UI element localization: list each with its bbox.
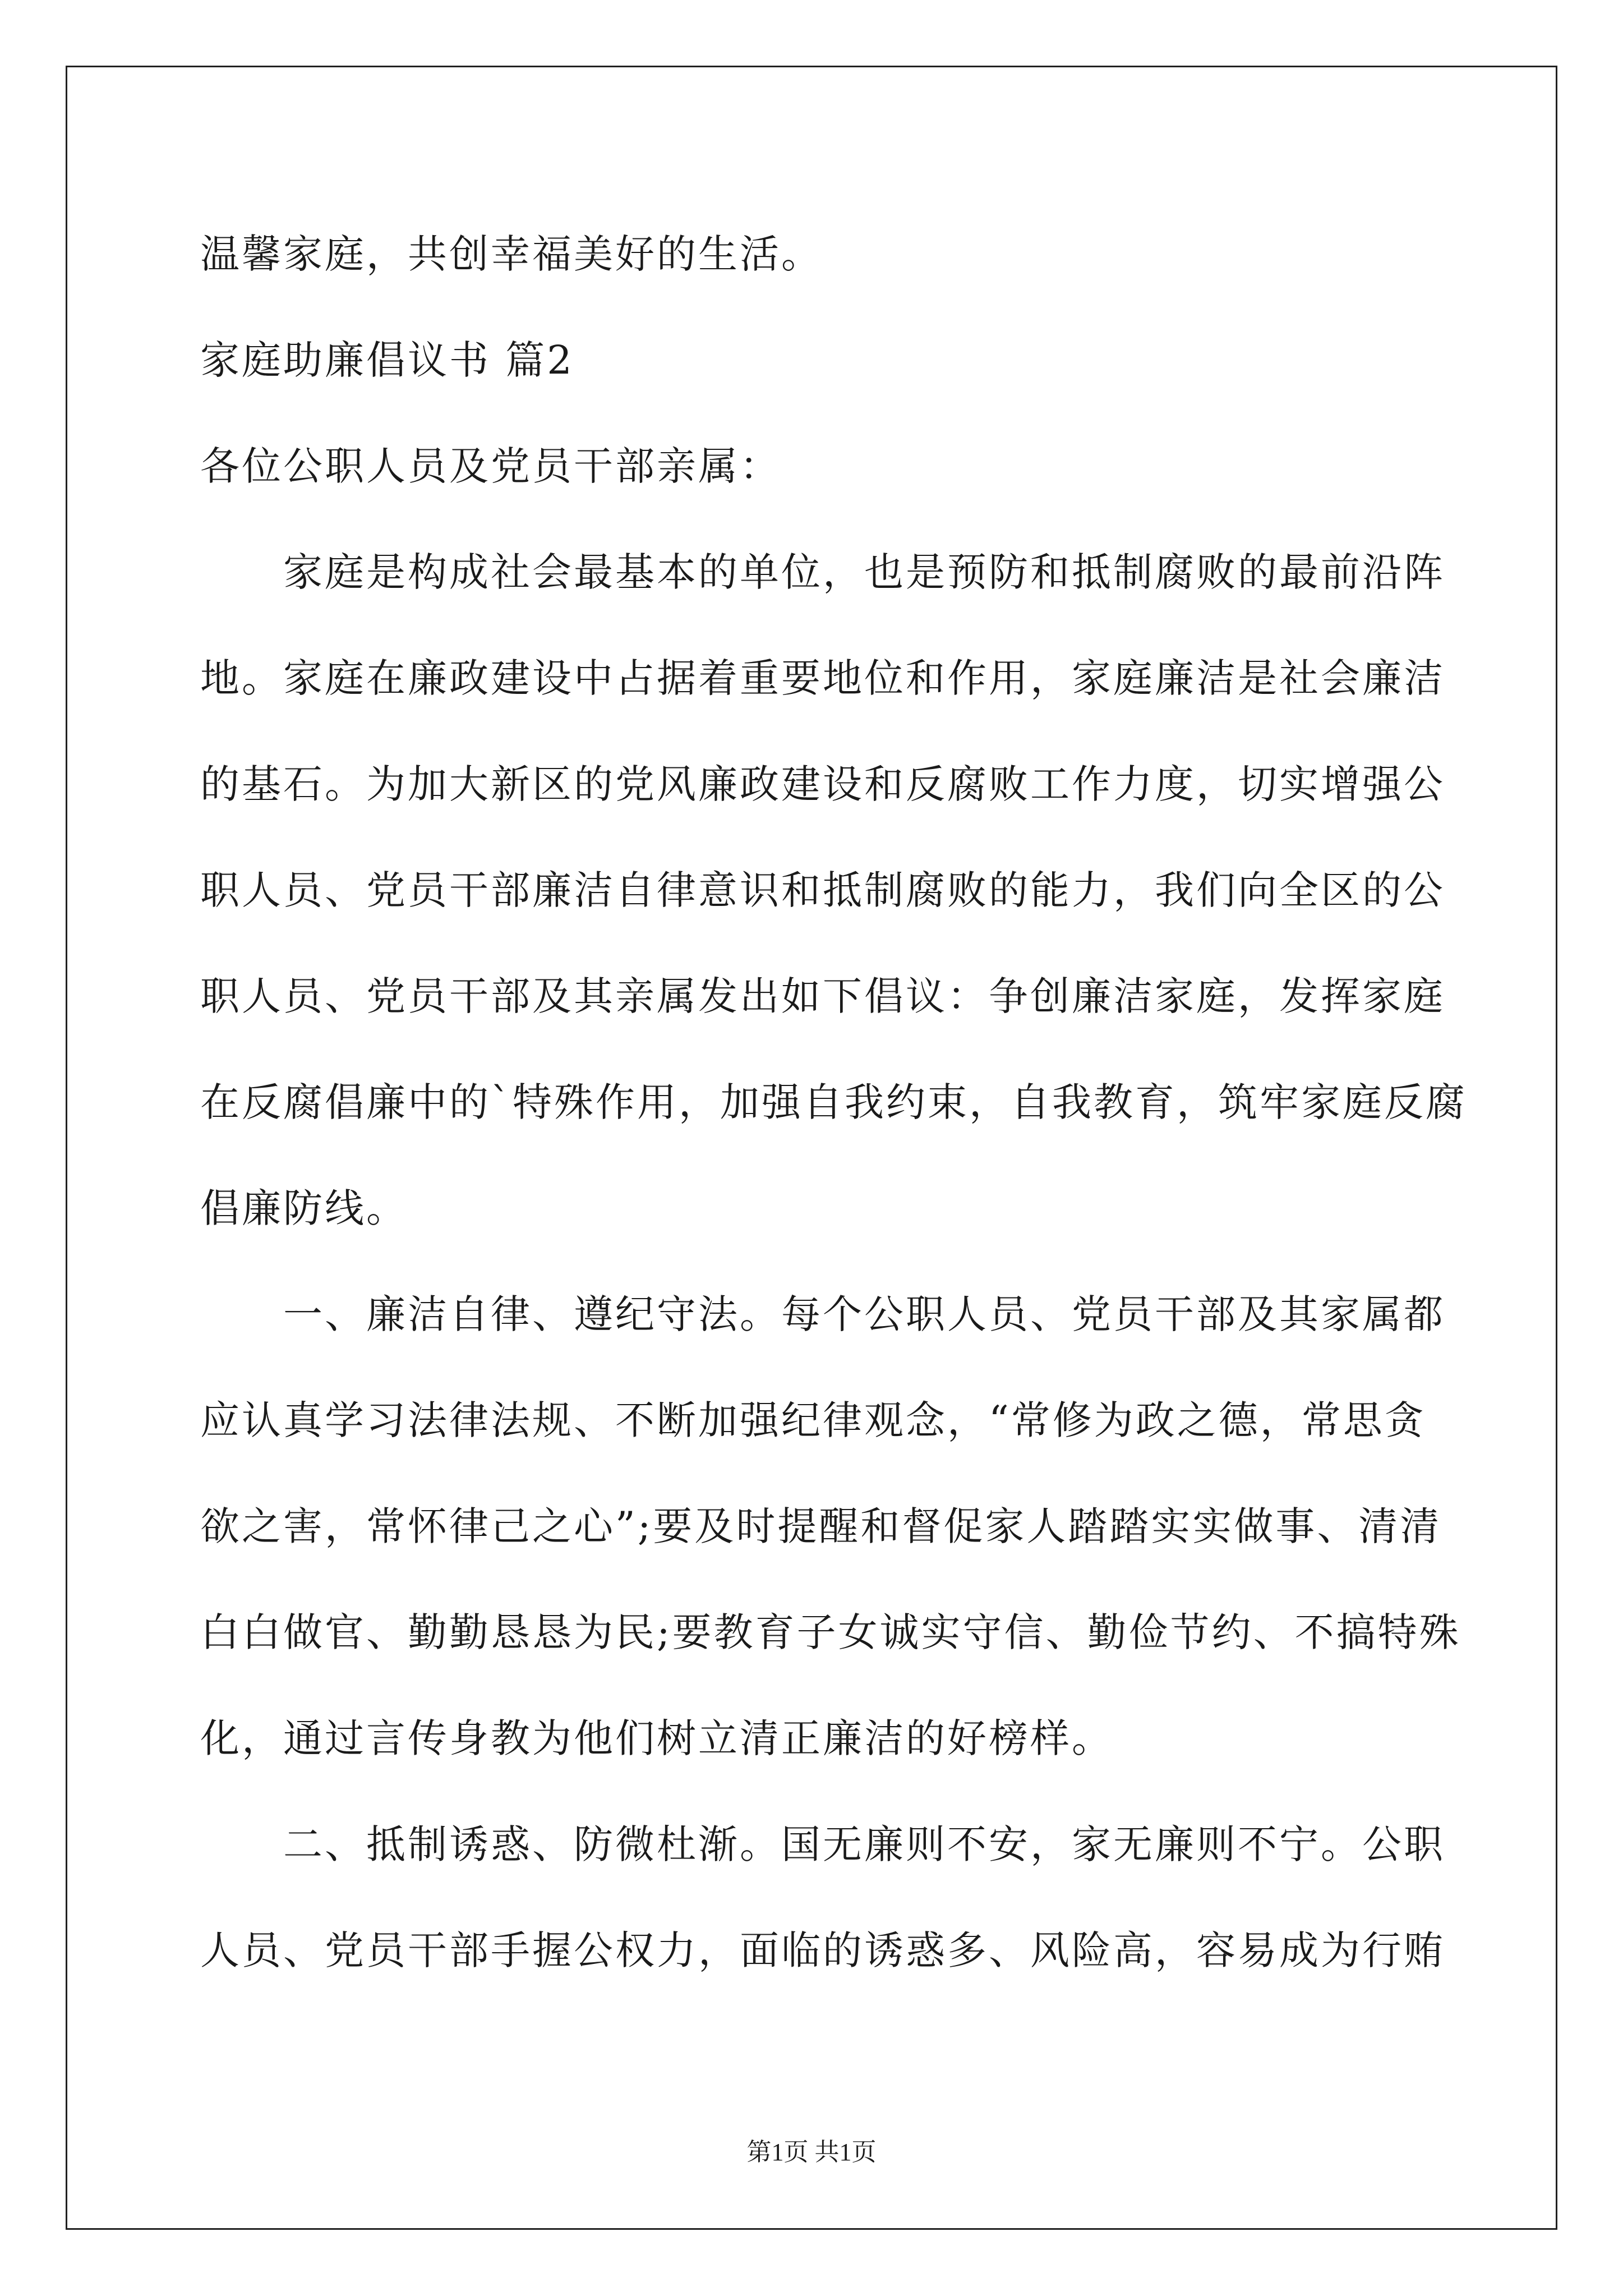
page-footer: 第1页 共1页 [746, 2138, 877, 2166]
paragraph-3-line-2: 人员、党员干部手握公权力，面临的诱惑多、风险高，容易成为行贿 [200, 1927, 1445, 1973]
paragraph-1-line-3: 的基石。为加大新区的党风廉政建设和反腐败工作力度，切实增强公 [200, 761, 1445, 807]
paragraph-1-line-4: 职人员、党员干部廉洁自律意识和抵制腐败的能力，我们向全区的公 [200, 867, 1445, 913]
paragraph-2-line-1: 一、廉洁自律、遵纪守法。每个公职人员、党员干部及其家属都 [283, 1291, 1445, 1337]
paragraph-1-line-2: 地。家庭在廉政建设中占据着重要地位和作用，家庭廉洁是社会廉洁 [200, 655, 1445, 701]
paragraph-2-line-3: 欲之害，常怀律己之心”;要及时提醒和督促家人踏踏实实做事、清清 [200, 1503, 1442, 1549]
text-line-1: 温馨家庭，共创幸福美好的生活。 [200, 231, 823, 277]
paragraph-1-line-1: 家庭是构成社会最基本的单位，也是预防和抵制腐败的最前沿阵 [283, 549, 1445, 595]
paragraph-2-line-5: 化，通过言传身教为他们树立清正廉洁的好榜样。 [200, 1715, 1113, 1761]
section-heading: 家庭助廉倡议书 篇2 [200, 337, 574, 383]
paragraph-1-line-7: 倡廉防线。 [200, 1185, 408, 1231]
paragraph-1-line-6: 在反腐倡廉中的`特殊作用，加强自我约束，自我教育，筑牢家庭反腐 [200, 1079, 1467, 1125]
page-border [66, 66, 1557, 2230]
paragraph-3-line-1: 二、抵制诱惑、防微杜渐。国无廉则不安，家无廉则不宁。公职 [283, 1821, 1445, 1867]
salutation: 各位公职人员及党员干部亲属： [200, 443, 781, 489]
paragraph-1-line-5: 职人员、党员干部及其亲属发出如下倡议：争创廉洁家庭，发挥家庭 [200, 973, 1445, 1019]
paragraph-2-line-4: 白白做官、勤勤恳恳为民;要教育子女诚实守信、勤俭节约、不搞特殊 [200, 1609, 1461, 1655]
paragraph-2-line-2: 应认真学习法律法规、不断加强纪律观念，“常修为政之德，常思贪 [200, 1397, 1426, 1443]
